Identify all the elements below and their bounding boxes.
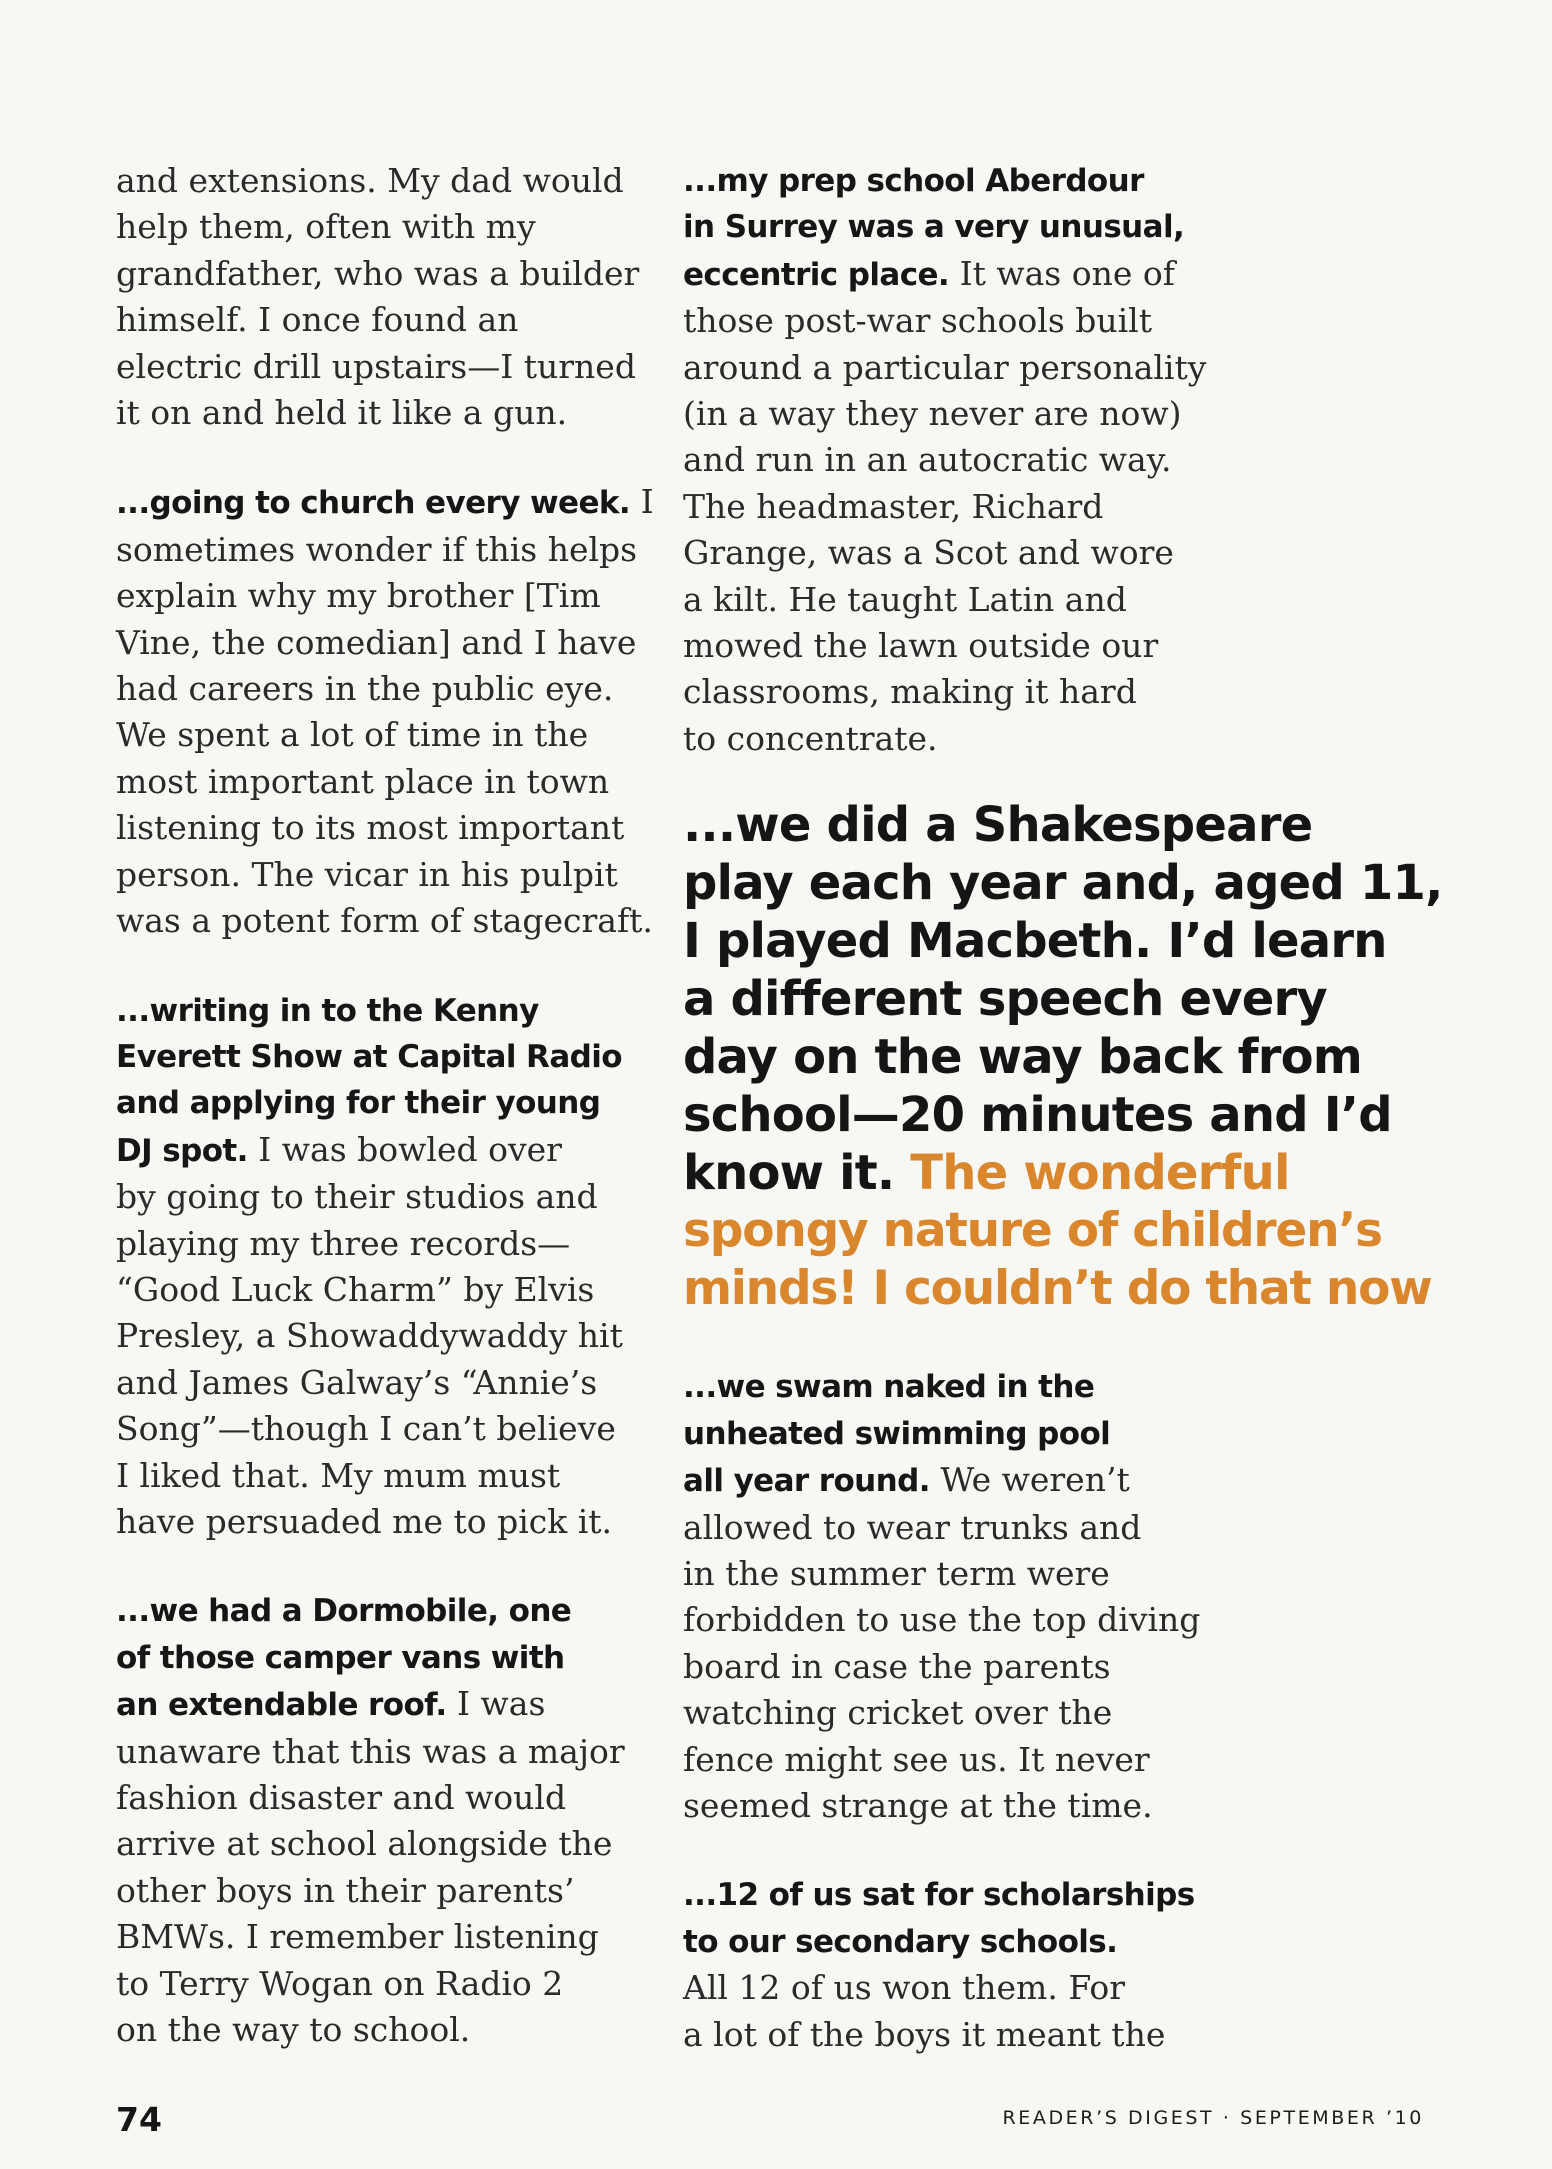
- text-line: those post-war schools built: [683, 301, 1152, 341]
- magazine-footer: READER’S DIGEST · SEPTEMBER ’10: [1002, 2107, 1424, 2129]
- kenny-everett-paragraph: [116, 988, 650, 1546]
- text-line: fashion disaster and would: [116, 1778, 567, 1817]
- text-line: a lot of the boys it meant the: [683, 2014, 1166, 2054]
- continuation-paragraph: [116, 158, 650, 436]
- text-line: person. The vicar in his pulpit: [116, 854, 618, 894]
- text-line: (in a way they never are now): [683, 394, 1182, 434]
- text-line: Presley, a Showaddywaddy hit: [116, 1316, 623, 1356]
- text-line: to concentrate.: [683, 718, 938, 758]
- text-line: listening to its most important: [116, 808, 625, 848]
- text-line: and extensions. My dad would: [116, 161, 624, 200]
- text-line: [116, 1681, 650, 1728]
- pull-quote-line: I played Macbeth. I’d learn: [683, 913, 1387, 970]
- pull-quote-line: ...we did a Shakespeare: [683, 797, 1313, 854]
- text-line: have persuaded me to pick it.: [116, 1501, 613, 1541]
- text-line: board in case the parents: [683, 1646, 1111, 1686]
- text-line: classrooms, making it hard: [683, 672, 1137, 712]
- text-line: I liked that. My mum must: [116, 1455, 561, 1495]
- dormobile-paragraph: [116, 1588, 650, 2053]
- pull-quote-line: school—20 minutes and I’d: [683, 1087, 1392, 1144]
- paragraph-lead: ...writing in to the Kenny: [116, 992, 539, 1029]
- text-line: other boys in their parents’: [116, 1870, 575, 1910]
- text-run: We weren’t: [929, 1460, 1130, 1500]
- paragraph-lead: DJ spot.: [116, 1132, 248, 1169]
- pull-quote-highlight: minds! I couldn’t do that now: [683, 1261, 1432, 1317]
- text-line: [116, 479, 654, 526]
- text-line: allowed to wear trunks and: [683, 1507, 1142, 1547]
- paragraph-lead: an extendable roof.: [116, 1687, 447, 1724]
- paragraph-lead: Everett Show at Capital Radio: [116, 1038, 622, 1075]
- paragraph-lead: ...we had a Dormobile, one: [116, 1593, 572, 1630]
- pull-quote-line: day on the way back from: [683, 1029, 1362, 1086]
- text-line: and run in an autocratic way.: [683, 440, 1172, 480]
- paragraph-lead: ...my prep school Aberdour: [683, 163, 1144, 199]
- paragraph-lead: eccentric place.: [683, 256, 950, 293]
- paragraph-lead: to our secondary schools.: [683, 1923, 1118, 1960]
- pull-quote-highlight: spongy nature of children’s: [683, 1203, 1382, 1259]
- text-line: sometimes wonder if this helps: [116, 529, 638, 569]
- text-line: electric drill upstairs—I turned: [116, 346, 636, 386]
- text-run: It was one of: [949, 253, 1175, 293]
- text-line: help them, often with my: [116, 207, 536, 247]
- pull-quote-line: a different speech every: [683, 971, 1327, 1028]
- text-line: most important place in town: [116, 761, 610, 801]
- text-line: explain why my brother [Tim: [116, 576, 601, 616]
- paragraph-lead: ...going to church every week.: [116, 485, 631, 522]
- paragraph-lead: unheated swimming pool: [683, 1415, 1111, 1452]
- prep-school-paragraph: [683, 158, 1443, 762]
- right-column: [683, 158, 1443, 2101]
- paragraph-lead: of those camper vans with: [116, 1639, 565, 1676]
- text-line: a kilt. He taught Latin and: [683, 579, 1127, 619]
- paragraph-lead: ...12 of us sat for scholarships: [683, 1877, 1195, 1914]
- text-line: BMWs. I remember listening: [116, 1917, 599, 1957]
- text-line: We spent a lot of time in the: [116, 715, 589, 755]
- text-line: “Good Luck Charm” by Elvis: [116, 1269, 595, 1309]
- pull-quote-text: know it.: [683, 1145, 911, 1202]
- text-line: unaware that this was a major: [116, 1731, 625, 1771]
- pull-quote-line: play each year and, aged 11,: [683, 855, 1443, 912]
- text-line: had careers in the public eye.: [116, 669, 614, 709]
- text-line: on the way to school.: [116, 2010, 471, 2050]
- scholarships-paragraph: [683, 1872, 1443, 2058]
- text-line: Grange, was a Scot and wore: [683, 533, 1174, 573]
- pull-quote-highlight: The wonderful: [910, 1145, 1290, 1202]
- text-line: watching cricket over the: [683, 1693, 1113, 1733]
- text-line: fence might see us. It never: [683, 1739, 1150, 1779]
- text-line: mowed the lawn outside our: [683, 626, 1159, 666]
- text-line: around a particular personality: [683, 347, 1207, 387]
- text-line: by going to their studios and: [116, 1177, 598, 1217]
- text-line: The headmaster, Richard: [683, 486, 1104, 526]
- text-line: grandfather, who was a builder: [116, 253, 640, 293]
- text-line: Song”—though I can’t believe: [116, 1409, 616, 1449]
- text-line: All 12 of us won them. For: [683, 1968, 1126, 2008]
- text-line: it on and held it like a gun.: [116, 393, 568, 433]
- text-line: was a potent form of stagecraft.: [116, 901, 653, 941]
- text-line: and James Galway’s “Annie’s: [116, 1362, 598, 1402]
- paragraph-lead: in Surrey was a very unusual,: [683, 209, 1185, 246]
- paragraph-lead: ...we swam naked in the: [683, 1369, 1095, 1406]
- text-line: [683, 1457, 1443, 1504]
- text-line: in the summer term were: [683, 1553, 1110, 1593]
- paragraph-lead: and applying for their young: [116, 1085, 601, 1122]
- paragraph-lead: all year round.: [683, 1463, 930, 1500]
- text-line: seemed strange at the time.: [683, 1785, 1153, 1825]
- swimming-paragraph: [683, 1364, 1443, 1829]
- left-column: [116, 158, 654, 2096]
- text-run: I: [630, 482, 654, 522]
- text-line: arrive at school alongside the: [116, 1824, 613, 1864]
- text-line: Vine, the comedian] and I have: [116, 622, 637, 662]
- text-run: I was bowled over: [247, 1129, 562, 1169]
- church-paragraph: [116, 479, 654, 944]
- text-line: [683, 251, 1443, 298]
- text-line: playing my three records—: [116, 1223, 571, 1263]
- pull-quote-line: [683, 1144, 1443, 1202]
- pull-quote: [683, 796, 1443, 1318]
- text-line: forbidden to use the top diving: [683, 1600, 1201, 1640]
- text-line: himself. I once found an: [116, 300, 519, 340]
- text-run: I was: [446, 1684, 546, 1724]
- text-line: to Terry Wogan on Radio 2: [116, 1963, 564, 2003]
- page-number: 74: [116, 2100, 162, 2139]
- text-line: [116, 1127, 650, 1174]
